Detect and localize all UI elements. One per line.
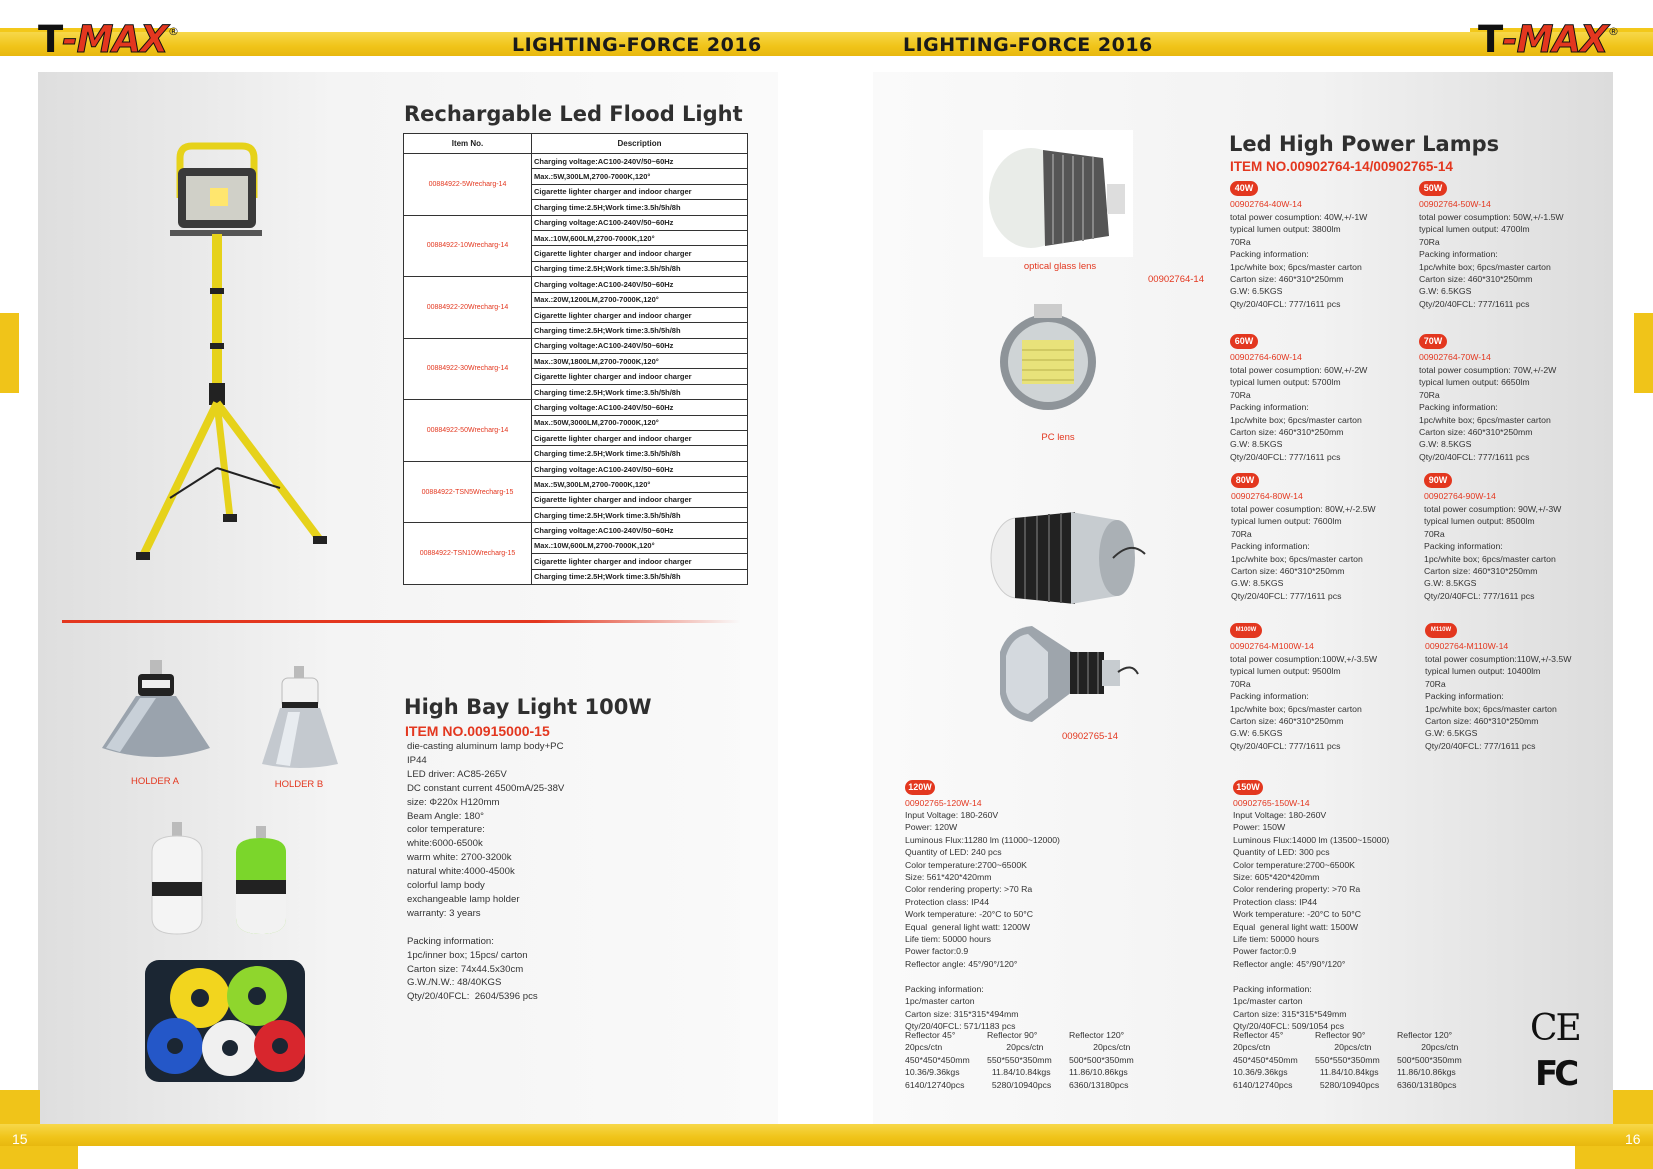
tmax-logo-left: T-MAX ® [38, 18, 178, 61]
page-number-right: 16 [1625, 1131, 1641, 1147]
holder-b-label: HOLDER B [274, 779, 324, 790]
high-bay-item-no: ITEM NO.00915000-15 [405, 723, 550, 739]
reflector-packing: Reflector 120° 20pcs/ctn 500*500*350mm 11.86/10.86kgs 6360/13180pcs [1397, 1030, 1462, 1090]
description-cell: Charging voltage:AC100-240V/50~60Hz [532, 154, 748, 169]
model-specs: total power cosumption: 80W,+/-2.5W typical lumen output: 7600lm 70Ra Packing information: 1pc/white box; 6pcs/master carton Carton size: 460*310*250mm G.W: 8.5KGS Qty/20/40FCL: 777/1611 pcs [1231, 504, 1376, 601]
table-row [404, 338, 748, 353]
wattage-badge: 150W [1233, 780, 1263, 795]
high-bay-title: High Bay Light 100W [404, 695, 652, 719]
flood-light-title: Rechargable Led Flood Light [404, 102, 743, 126]
description-cell: Charging voltage:AC100-240V/50~60Hz [532, 400, 748, 415]
pc-lens-image [998, 300, 1098, 420]
description-cell: Max.:10W,600LM,2700-7000K,120° [532, 230, 748, 245]
description-cell: Charging time:2.5H;Work time:3.5h/5h/8h [532, 323, 748, 338]
description-cell: Max.:10W,600LM,2700-7000K,120° [532, 538, 748, 553]
model-code: 00902764-60W-14 [1230, 352, 1302, 362]
reflector-packing: Reflector 120° 20pcs/ctn 500*500*350mm 11.86/10.86kgs 6360/13180pcs [1069, 1030, 1134, 1090]
wattage-badge: M110W [1425, 623, 1457, 638]
model-code: 00902764-80W-14 [1231, 491, 1303, 501]
high-power-lamp-reflector-image [998, 622, 1140, 726]
description-cell: Charging time:2.5H;Work time:3.5h/5h/8h [532, 446, 748, 461]
item-number-cell: 00884922-30Wrecharg-14 [404, 338, 532, 400]
wattage-badge: 90W [1424, 473, 1452, 488]
item-number-cell: 00884922-TSN5Wrecharg-15 [404, 461, 532, 523]
holder-a-label: HOLDER A [130, 776, 180, 787]
holder-a-image [100, 660, 212, 768]
model-code: 00902765-150W-14 [1233, 798, 1310, 808]
wattage-badge: 70W [1419, 334, 1447, 349]
description-cell: Charging time:2.5H;Work time:3.5h/5h/8h [532, 569, 748, 584]
model-code: 00902764-50W-14 [1419, 199, 1491, 209]
reflector-packing: Reflector 45° 20pcs/ctn 450*450*450mm 10.36/9.36kgs 6140/12740pcs [1233, 1030, 1298, 1090]
table-row [404, 215, 748, 230]
item-number-cell: 00884922-5Wrecharg-14 [404, 154, 532, 216]
fc-mark-icon: FC [1535, 1054, 1576, 1094]
model-specs: total power cosumption:100W,+/-3.5W typical lumen output: 9500lm 70Ra Packing information: 1pc/white box; 6pcs/master carton Carton size: 460*310*250mm G.W: 6.5KGS Qty/20/40FCL: 777/1611 pcs [1230, 654, 1378, 751]
high-power-item-no: ITEM NO.00902764-14/00902765-14 [1230, 159, 1453, 174]
high-bay-specs: die-casting aluminum lamp body+PC IP44 LED driver: AC85-265V DC constant current 4500mA/25-38V size: Φ220x H120mm Beam Angle: 180° color temperature: white:6000-6500k warm white: 2700-3200k natural white:4000-4500k colorful lamp body exchangeable lamp holder warranty: 3 years Packing information: 1pc/inner box; 15pcs/ carton Carton size: 74x44.5x30cm G.W./N.W.: 48/40KGS Qty/20/40FCL: 2604/5396 pcs [407, 741, 565, 1003]
model-code: 00902765-120W-14 [905, 798, 982, 808]
model-code: 00902764-M110W-14 [1425, 641, 1509, 651]
colored-bulbs-image [146, 822, 306, 938]
table-row [404, 523, 748, 538]
holder-b-image [260, 666, 340, 770]
description-cell: Charging time:2.5H;Work time:3.5h/5h/8h [532, 261, 748, 276]
optical-glass-lens-image [983, 130, 1133, 257]
description-cell: Charging voltage:AC100-240V/50~60Hz [532, 461, 748, 476]
ce-mark-icon: CE [1530, 1008, 1580, 1049]
model-code: 00902764-70W-14 [1419, 352, 1491, 362]
column-header-item: Item No. [404, 134, 532, 154]
reflector-packing: Reflector 90° 20pcs/ctn 550*550*350mm 11.84/10.84kgs 5280/10940pcs [987, 1030, 1052, 1090]
tmax-logo-right: T-MAX ® [1478, 18, 1618, 61]
description-cell: Charging voltage:AC100-240V/50~60Hz [532, 338, 748, 353]
item-number-cell: 00884922-50Wrecharg-14 [404, 400, 532, 462]
item-number-cell: 00884922-TSN10Wrecharg-15 [404, 523, 532, 585]
description-cell: Max.:5W,300LM,2700-7000K,120° [532, 477, 748, 492]
model-specs: total power cosumption: 50W,+/-1.5W typical lumen output: 4700lm 70Ra Packing information: 1pc/white box; 6pcs/master carton Carton size: 460*310*250mm G.W: 6.5KGS Qty/20/40FCL: 777/1611 pcs [1419, 212, 1564, 309]
description-cell: Charging voltage:AC100-240V/50~60Hz [532, 215, 748, 230]
model-specs: total power cosumption:110W,+/-3.5W typical lumen output: 10400lm 70Ra Packing information: 1pc/white box; 6pcs/master carton Carton size: 460*310*250mm G.W: 6.5KGS Qty/20/40FCL: 777/1611 pcs [1425, 654, 1572, 751]
model-00902764-caption: 00902764-14 [1148, 274, 1204, 285]
wattage-badge: 40W [1230, 181, 1258, 196]
description-cell: Max.:20W,1200LM,2700-7000K,120° [532, 292, 748, 307]
model-code: 00902764-90W-14 [1424, 491, 1496, 501]
model-specs: total power cosumption: 40W,+/-1W typical lumen output: 3800lm 70Ra Packing information: 1pc/white box; 6pcs/master carton Carton size: 460*310*250mm G.W: 6.5KGS Qty/20/40FCL: 777/1611 pcs [1230, 212, 1368, 309]
description-cell: Charging time:2.5H;Work time:3.5h/5h/8h [532, 507, 748, 522]
side-tab-left [0, 313, 19, 393]
wattage-badge: 50W [1419, 181, 1447, 196]
table-row [404, 400, 748, 415]
description-cell: Cigarette lighter charger and indoor charger [532, 431, 748, 446]
page-number-left: 15 [12, 1131, 28, 1147]
description-cell: Cigarette lighter charger and indoor charger [532, 246, 748, 261]
description-cell: Max.:5W,300LM,2700-7000K,120° [532, 169, 748, 184]
side-tab-right [1634, 313, 1653, 393]
high-power-title: Led High Power Lamps [1229, 132, 1500, 156]
model-code: 00902764-40W-14 [1230, 199, 1302, 209]
table-row [404, 277, 748, 292]
description-cell: Cigarette lighter charger and indoor charger [532, 307, 748, 322]
model-specs: Input Voltage: 180-260V Power: 120W Luminous Flux:11280 lm (11000~12000) Quantity of LED: 240 pcs Color temperature:2700~6500K Size: 561*420*420mm Color rendering property: >70 Ra Protection class: IP44 Work temperature: -20°C to 50°C Equal general light watt: 1200W Life tiem: 50000 hours Power factor:0.9 Reflector angle: 45°/90°/120° Packing information: 1pc/master carton Carton size: 315*315*494mm Qty/20/40FCL: 571/1183 pcs [905, 810, 1060, 1031]
model-00902765-caption: 00902765-14 [1062, 731, 1118, 742]
item-number-cell: 00884922-20Wrecharg-14 [404, 277, 532, 339]
description-cell: Cigarette lighter charger and indoor charger [532, 492, 748, 507]
description-cell: Cigarette lighter charger and indoor charger [532, 369, 748, 384]
reflector-packing: Reflector 90° 20pcs/ctn 550*550*350mm 11.84/10.84kgs 5280/10940pcs [1315, 1030, 1380, 1090]
header-band [0, 32, 1653, 56]
description-cell: Charging time:2.5H;Work time:3.5h/5h/8h [532, 200, 748, 215]
footer-tab-left [0, 1146, 78, 1169]
description-cell: Charging time:2.5H;Work time:3.5h/5h/8h [532, 384, 748, 399]
high-power-lamp-side-image [985, 500, 1153, 618]
description-cell: Cigarette lighter charger and indoor charger [532, 554, 748, 569]
header-title-left: LIGHTING-FORCE 2016 [512, 34, 762, 56]
pc-lens-caption: PC lens [1041, 432, 1075, 443]
color-rings-image [145, 960, 305, 1082]
column-header-description: Description [532, 134, 748, 154]
model-specs: total power cosumption: 90W,+/-3W typical lumen output: 8500lm 70Ra Packing information: 1pc/white box; 6pcs/master carton Carton size: 460*310*250mm G.W: 8.5KGS Qty/20/40FCL: 777/1611 pcs [1424, 504, 1562, 601]
description-cell: Cigarette lighter charger and indoor charger [532, 184, 748, 199]
model-code: 00902764-M100W-14 [1230, 641, 1314, 651]
reflector-packing: Reflector 45° 20pcs/ctn 450*450*450mm 10.36/9.36kgs 6140/12740pcs [905, 1030, 970, 1090]
section-divider [62, 620, 740, 623]
model-specs: Input Voltage: 180-260V Power: 150W Luminous Flux:14000 lm (13500~15000) Quantity of LED: 300 pcs Color temperature:2700~6500K Size: 605*420*420mm Color rendering property: >70 Ra Protection class: IP44 Work temperature: -20°C to 50°C Equal general light watt: 1500W Life tiem: 50000 hours Power factor:0.9 Reflector angle: 45°/90°/120° Packing information: 1pc/master carton Carton size: 315*315*549mm Qty/20/40FCL: 509/1054 pcs [1233, 810, 1390, 1031]
wattage-badge: 80W [1231, 473, 1259, 488]
header-title-right: LIGHTING-FORCE 2016 [903, 34, 1153, 56]
table-row [404, 154, 748, 169]
description-cell: Charging voltage:AC100-240V/50~60Hz [532, 277, 748, 292]
item-number-cell: 00884922-10Wrecharg-14 [404, 215, 532, 277]
footer-tab-right [1575, 1146, 1653, 1169]
flood-light-table [403, 133, 748, 585]
model-specs: total power cosumption: 60W,+/-2W typical lumen output: 5700lm 70Ra Packing information: 1pc/white box; 6pcs/master carton Carton size: 460*310*250mm G.W: 8.5KGS Qty/20/40FCL: 777/1611 pcs [1230, 365, 1368, 462]
wattage-badge: 60W [1230, 334, 1258, 349]
description-cell: Max.:50W,3000LM,2700-7000K,120° [532, 415, 748, 430]
table-row [404, 461, 748, 476]
footer-band [0, 1124, 1653, 1146]
description-cell: Max.:30W,1800LM,2700-7000K,120° [532, 354, 748, 369]
wattage-badge: M100W [1230, 623, 1262, 638]
wattage-badge: 120W [905, 780, 935, 795]
flood-light-tripod-image [130, 138, 330, 570]
description-cell: Charging voltage:AC100-240V/50~60Hz [532, 523, 748, 538]
model-specs: total power cosumption: 70W,+/-2W typical lumen output: 6650lm 70Ra Packing information: 1pc/white box; 6pcs/master carton Carton size: 460*310*250mm G.W: 8.5KGS Qty/20/40FCL: 777/1611 pcs [1419, 365, 1557, 462]
optical-glass-lens-caption: optical glass lens [1023, 261, 1097, 272]
